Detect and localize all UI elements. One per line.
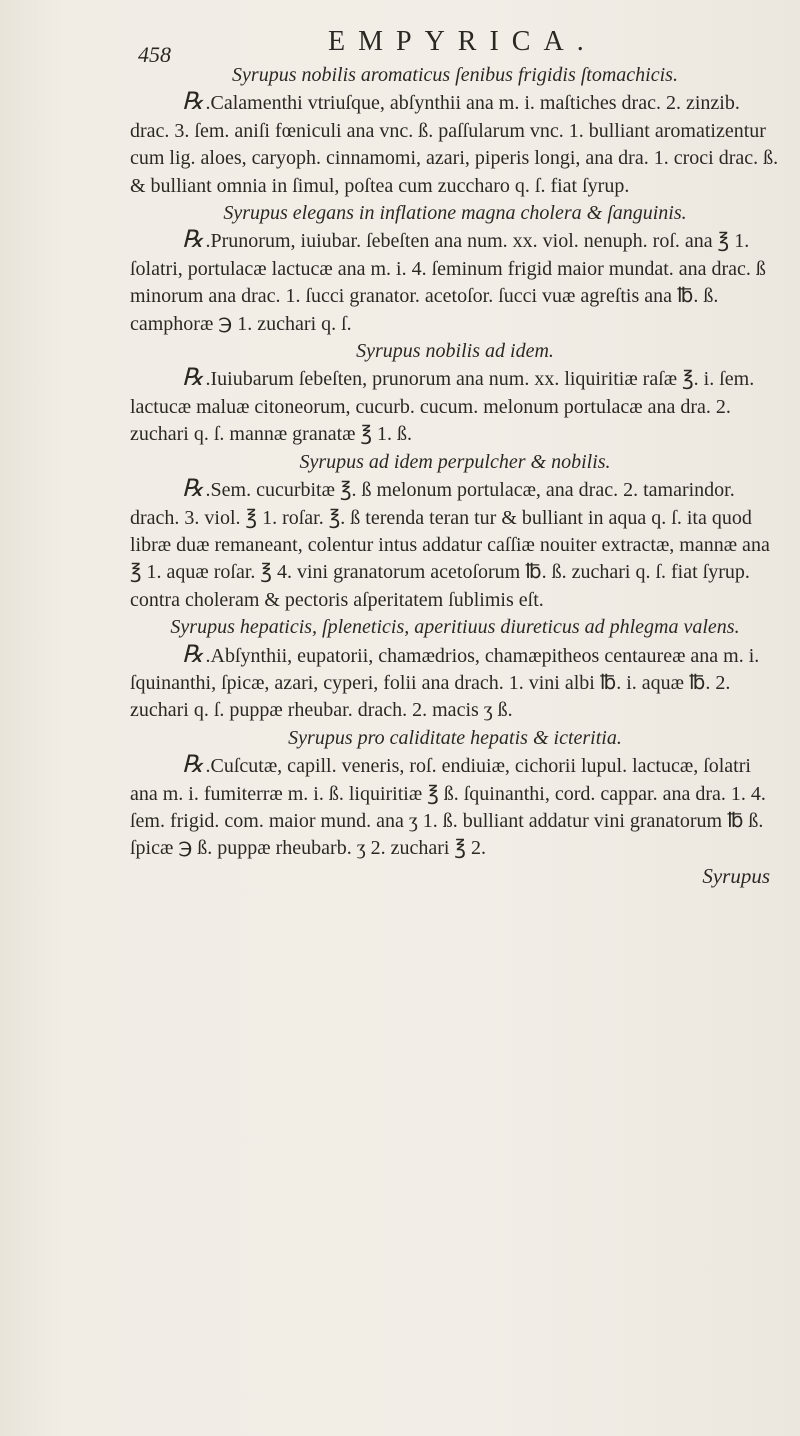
- recipe-symbol: ℞: [182, 89, 204, 116]
- page-number: 458: [138, 42, 171, 67]
- recipe-symbol: ℞: [182, 641, 204, 668]
- section-title-4: Syrupus ad idem perpulcher & nobilis.: [299, 450, 611, 473]
- recipe-text-2: .Prunorum, iuiubar. ſebeſten ana num. xx. viol. nenuph. roſ. ana ℥ 1. ſolatri, portulacæ lactucæ ana m. i. 4. ſeminum frigid maior mundat. ana drac. ß minorum ana drac. 1. ſucci granator. acetoſor. ſucci vuæ agreſtis ana ℔. ß. camphoræ ℈ 1. zuchari q. ſ.: [130, 230, 766, 335]
- section-title-1: Syrupus nobilis aromaticus ſenibus frigidis ſtomachicis.: [232, 64, 678, 86]
- section-title-6: Syrupus pro caliditate hepatis & icteritia.: [288, 726, 622, 749]
- section-title-5: Syrupus hepaticis, ſpleneticis, aperitiuus diureticus ad phlegma valens.: [170, 616, 740, 639]
- recipe-symbol: ℞: [182, 227, 204, 254]
- recipe-symbol: ℞: [182, 476, 204, 503]
- catchword: Syrupus: [702, 863, 770, 888]
- recipe-symbol: ℞: [182, 752, 204, 779]
- recipe-5: [130, 642, 780, 725]
- recipe-text-3: .Iuiubarum ſebeſten, prunorum ana num. xx. liquiritiæ raſæ ℥. i. ſem. lactucæ maluæ citoneorum, cucurb. cucum. melonum portulacæ ana dra. 2. zuchari q. ſ. mannæ granatæ ℥ 1. ß.: [130, 368, 755, 446]
- recipe-3: [130, 365, 780, 448]
- recipe-6: [130, 752, 780, 863]
- page-body: [130, 62, 780, 890]
- running-title: EMPYRICA.: [328, 26, 597, 57]
- recipe-1: [130, 89, 780, 200]
- recipe-symbol: ℞: [182, 365, 204, 392]
- recipe-4: [130, 476, 780, 614]
- recipe-2: [130, 227, 780, 338]
- recipe-text-1: .Calamenthi vtriuſque, abſynthii ana m. i. maſtiches drac. 2. zinzib. drac. 3. ſem. aniſi fœniculi ana vnc. ß. paſſularum vnc. 1. bulliant aromatizentur cum lig. aloes, caryoph. cinnamomi, azari, piperis longi, ana dra. 1. croci drac. ß. & bulliant omnia in ſimul, poſtea cum zuccharo q. ſ. fiat ſyrup.: [130, 92, 779, 197]
- section-title-2: Syrupus elegans in inflatione magna cholera & ſanguinis.: [223, 202, 687, 225]
- page-header: [130, 18, 770, 67]
- recipe-text-4: .Sem. cucurbitæ ℥. ß melonum portulacæ, ana drac. 2. tamarindor. drach. 3. viol. ℥ 1. roſar. ℥. ß terenda teran tur & bulliant in aqua q. ſ. ita quod libræ duæ remaneant, colentur intus addatur caſſiæ nouiter extractæ, mannæ ana ℥ 1. aquæ roſar. ℥ 4. vini granatorum acetoſorum ℔. ß. zuchari q. ſ. fiat ſyrup. contra choleram & pectoris aſperitatem ſublimis eſt.: [130, 479, 770, 611]
- section-title-3: Syrupus nobilis ad idem.: [356, 340, 554, 363]
- recipe-text-5: .Abſynthii, eupatorii, chamædrios, chamæpitheos centaureæ ana m. i. ſquinanthi, ſpicæ, azari, cyperi, folii ana drach. 1. vini albi ℔. i. aquæ ℔. 2. zuchari q. ſ. puppæ rheubar. drach. 2. macis ʒ ß.: [130, 644, 760, 722]
- recipe-text-6: .Cuſcutæ, capill. veneris, roſ. endiuiæ, cichorii lupul. lactucæ, ſolatri ana m. i. fumiterræ m. i. ß. liquiritiæ ℥ ß. ſquinanthi, cord. cappar. ana dra. 1. 4. ſem. frigid. com. maior mund. ana ʒ 1. ß. bulliant addatur vini granatorum ℔ ß. ſpicæ ℈ ß. puppæ rheubarb. ʒ 2. zuchari ℥ 2.: [130, 755, 766, 860]
